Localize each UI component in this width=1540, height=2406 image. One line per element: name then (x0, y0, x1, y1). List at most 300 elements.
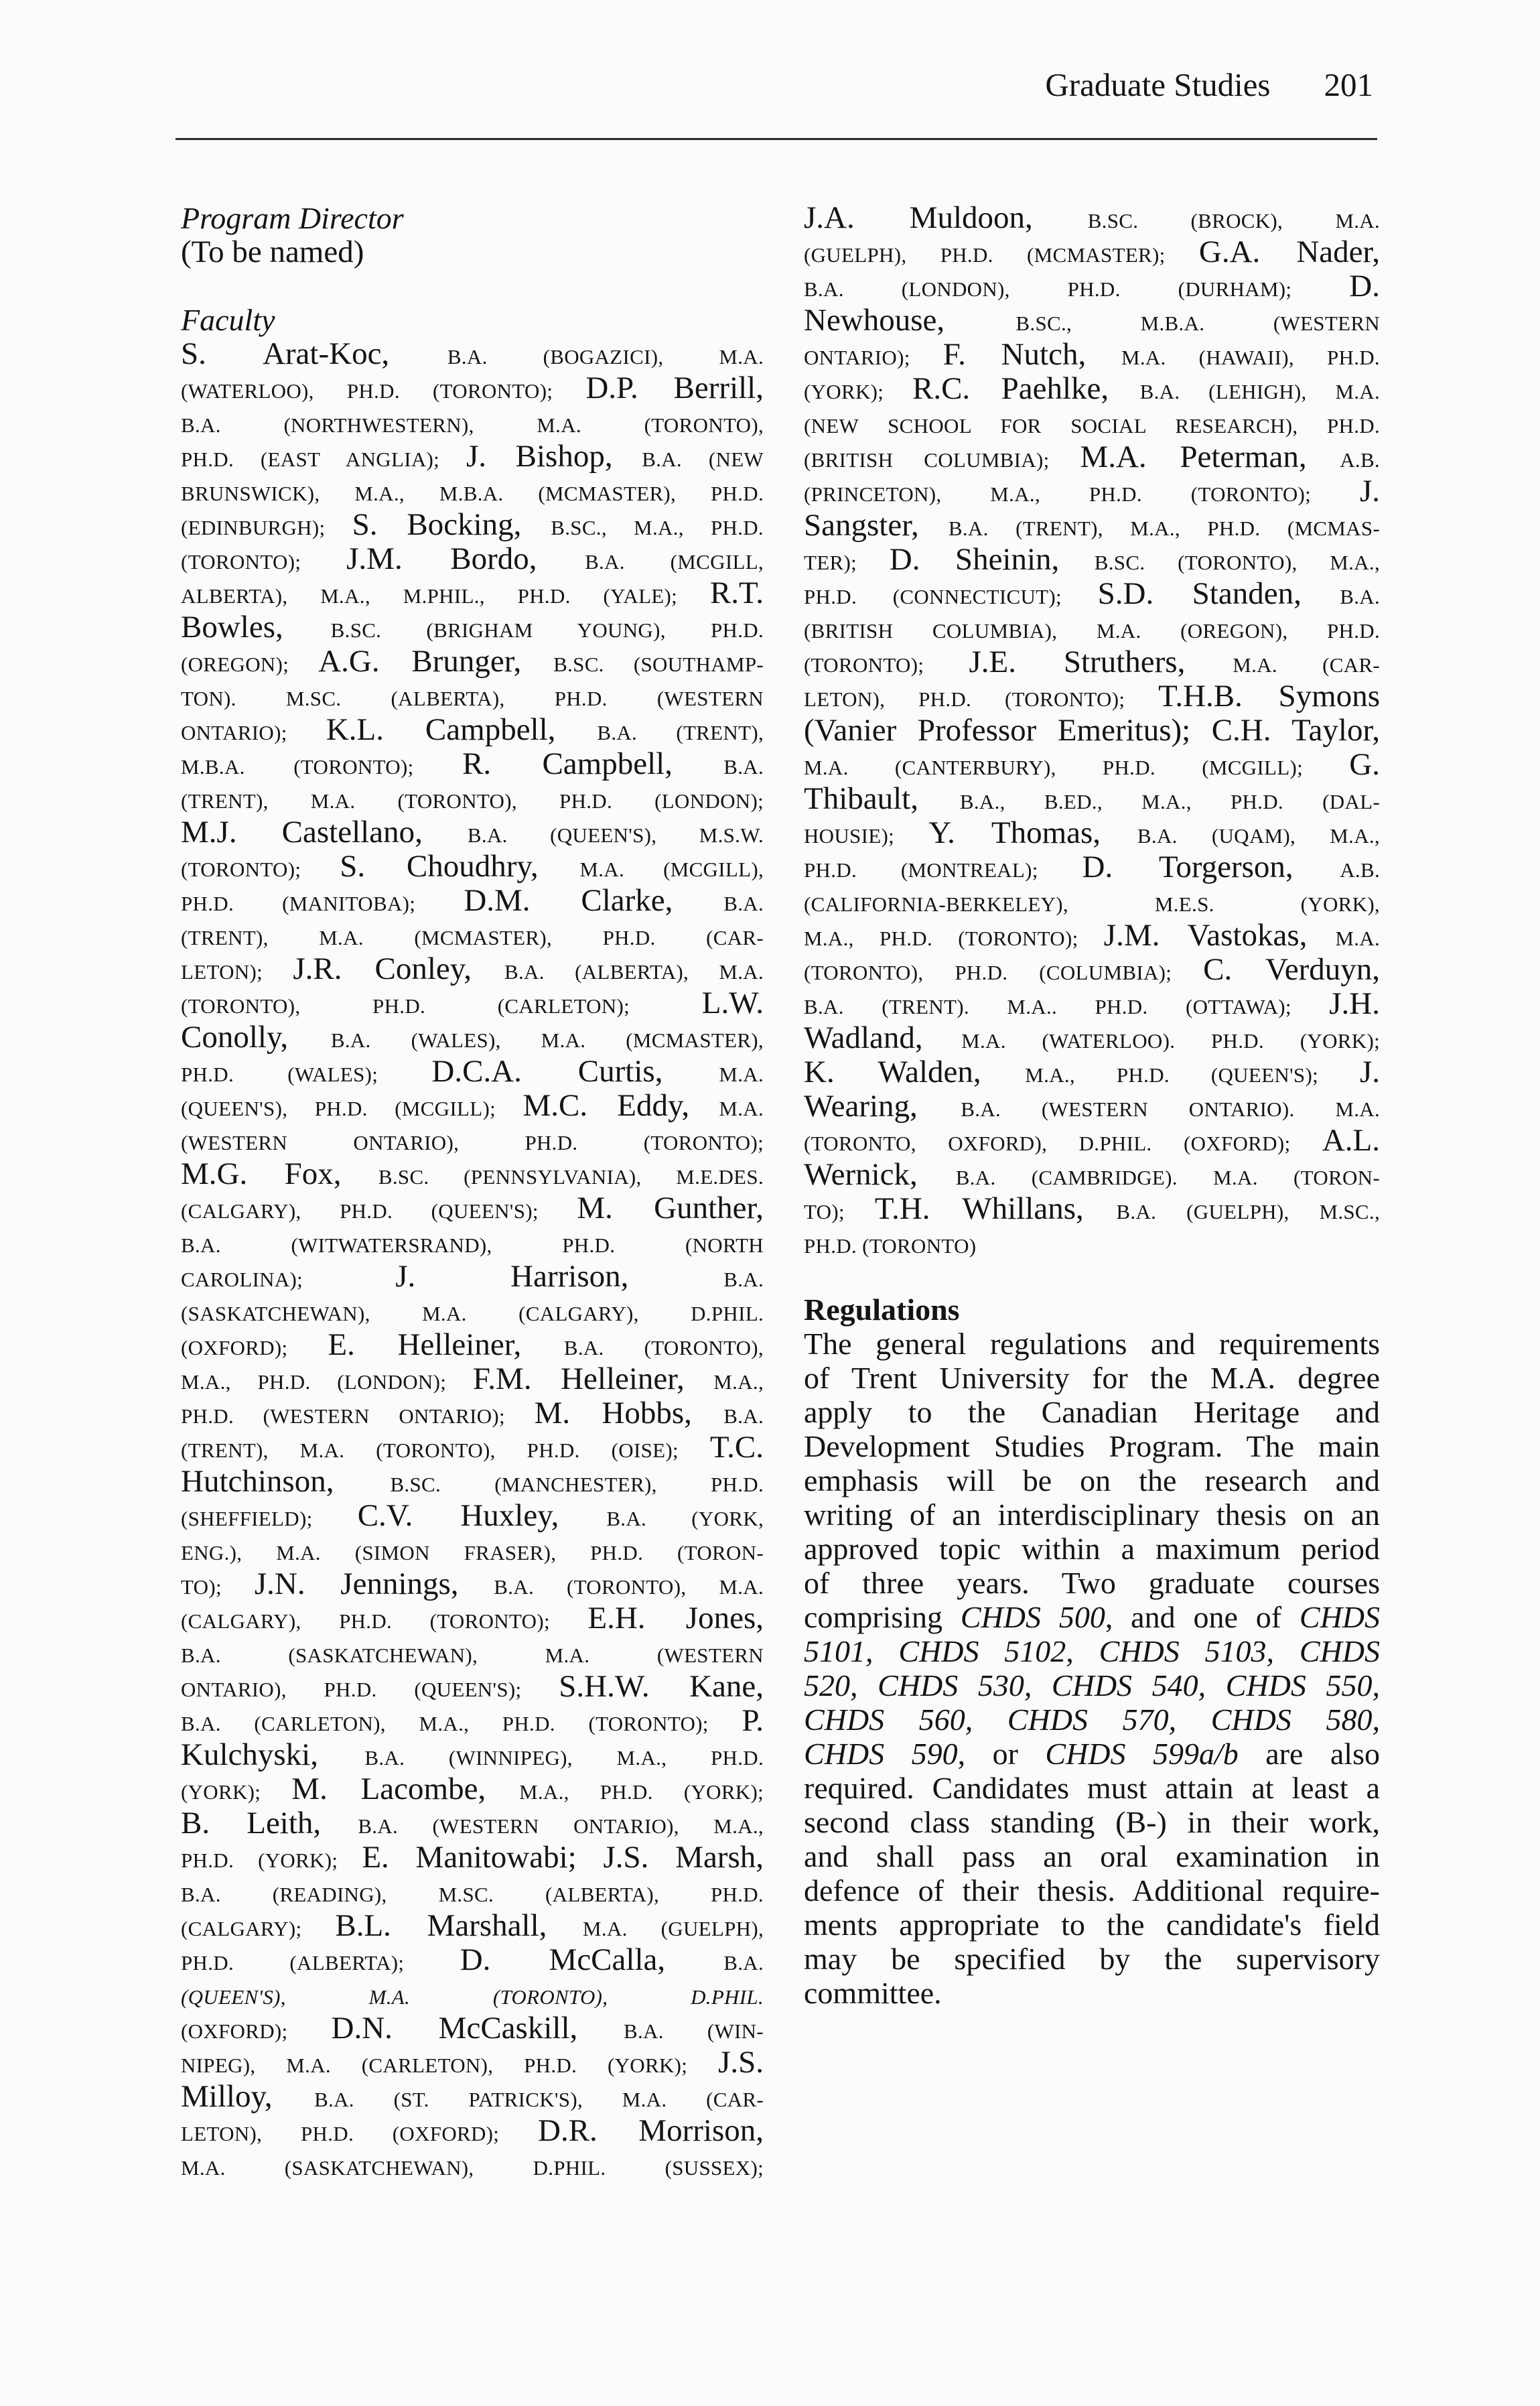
text-line (181, 1533, 764, 1567)
text-line (804, 611, 1380, 645)
text-line (804, 406, 1380, 440)
credential-text: (TORONTO); (804, 653, 969, 677)
text-line (804, 1600, 1380, 1634)
name-text: M. Lacombe, (291, 1772, 519, 1806)
text-line (181, 1943, 764, 1977)
text-line (181, 2080, 764, 2114)
text-line (181, 1225, 764, 1260)
credential-text: M.A. (GUELPH), (583, 1917, 764, 1940)
text-line (804, 1055, 1380, 1089)
credential-text: ALBERTA), M.A., M.PHIL., PH.D. (YALE); (181, 584, 710, 608)
text-line (804, 543, 1380, 577)
credential-text: B.A., B.ED., M.A., PH.D. (DAL- (959, 790, 1380, 813)
name-text: B. Leith, (181, 1806, 358, 1841)
name-text: M. Gunther, (577, 1191, 764, 1225)
text-line (181, 1328, 764, 1362)
text-line (804, 953, 1380, 987)
name-text: ments appropriate to the candidate's field (804, 1908, 1380, 1942)
text-line (804, 1566, 1380, 1600)
credential-text: (OXFORD); (181, 1336, 328, 1359)
text-line (181, 1191, 764, 1225)
text-line (181, 1841, 764, 1875)
text-line (804, 1771, 1380, 1805)
credential-text: HOUSIE); (804, 824, 929, 848)
text-line (181, 440, 764, 474)
credential-text: M.A., PH.D. (TORONTO); (804, 927, 1104, 950)
text-line (804, 577, 1380, 611)
name-text: Bowles, (181, 610, 331, 645)
name-text: D. McCalla, (460, 1942, 724, 1977)
name-text: approved topic within a maximum period (804, 1532, 1380, 1566)
page-number: 201 (1324, 66, 1373, 103)
name-text: Y. Thomas, (928, 815, 1137, 850)
text-line (804, 1976, 1380, 2010)
credential-text: LETON), PH.D. (OXFORD); (181, 2122, 539, 2145)
name-text: D.R. Morrison, (538, 2113, 764, 2148)
section-title: Graduate Studies (1045, 66, 1271, 103)
name-text: and shall pass an oral examination in (804, 1839, 1380, 1873)
text-line (804, 304, 1380, 338)
text-line (181, 1055, 764, 1089)
credential-text: B.A. (723, 1951, 764, 1975)
name-text: M.A. Peterman, (1080, 440, 1340, 474)
text-line (804, 850, 1380, 884)
name-text: K.L. Campbell, (326, 712, 598, 747)
text-line (181, 2046, 764, 2080)
name-text: E.H. Jones, (587, 1601, 764, 1635)
text-line (804, 1497, 1380, 1532)
name-text: S.H.W. Kane, (559, 1669, 764, 1704)
text-line (181, 405, 764, 440)
text-line (804, 645, 1380, 679)
name-text: S. Arat-Koc, (181, 336, 447, 371)
text-line (804, 1702, 1380, 1737)
credential-text: B.A. (SASKATCHEWAN), M.A. (WESTERN (181, 1644, 764, 1667)
credential-text: B.A. (WITWATERSRAND), PH.D. (NORTH (181, 1233, 764, 1257)
text-line (181, 1089, 764, 1123)
text-line (181, 1362, 764, 1396)
text-line (804, 269, 1380, 304)
text-line (804, 1192, 1380, 1226)
text-line (181, 2148, 764, 2182)
text-line (181, 1635, 764, 1670)
text-line (181, 2011, 764, 2046)
credential-text: M.A. (HAWAII), PH.D. (1121, 346, 1380, 369)
text-line (181, 1738, 764, 1772)
name-text: may be specified by the supervisory (804, 1942, 1380, 1976)
credential-text: B.A. (WESTERN ONTARIO). M.A. (961, 1097, 1381, 1121)
header-rule (176, 138, 1377, 140)
text-line (181, 986, 764, 1020)
credential-text: B.SC. (SOUTHAMP- (553, 653, 764, 676)
credential-text: NIPEG), M.A. (CARLETON), PH.D. (YORK); (181, 2054, 719, 2077)
credential-text: LETON), PH.D. (TORONTO); (804, 687, 1159, 711)
credential-text: B.A. (TRENT), (597, 721, 764, 744)
text-line (181, 2114, 764, 2148)
credential-text: (CALIFORNIA-BERKELEY), M.E.S. (YORK), (804, 892, 1380, 916)
credential-text: (CALGARY); (181, 1917, 336, 1940)
credential-text: M.A. (719, 1063, 764, 1086)
name-text: D. Torgerson, (1082, 850, 1340, 884)
name-text: A.G. Brunger, (318, 644, 554, 679)
text-line (181, 1020, 764, 1055)
credential-text: B.A. (723, 892, 764, 915)
credential-text: M.A. (MCGILL), (579, 858, 764, 881)
credential-text: M.A., PH.D. (LONDON); (181, 1370, 473, 1394)
credential-text: (NEW SCHOOL FOR SOCIAL RESEARCH), PH.D. (804, 414, 1380, 438)
credential-text: (TRENT), M.A. (TORONTO), PH.D. (OISE); (181, 1439, 710, 1462)
credential-text: B.A. (ST. PATRICK'S), M.A. (CAR- (314, 2088, 764, 2111)
name-text: E. Helleiner, (328, 1327, 564, 1362)
credential-text: (TRENT), M.A. (MCMASTER), PH.D. (CAR- (181, 926, 764, 949)
course-code-text: 5101, CHDS 5102, CHDS 5103, CHDS (804, 1634, 1380, 1668)
text-line (804, 1226, 1380, 1260)
text-line (181, 1772, 764, 1806)
text-line (181, 1875, 764, 1909)
text-line (181, 781, 764, 815)
credential-text: (TORONTO), PH.D. (COLUMBIA); (804, 961, 1204, 984)
credential-text: B.A. (LEHIGH), M.A. (1139, 380, 1381, 403)
credential-text: B.A. (READING), M.SC. (ALBERTA), PH.D. (181, 1883, 764, 1906)
name-text: B.L. Marshall, (335, 1908, 583, 1943)
course-code-text: 520, CHDS 530, CHDS 540, CHDS 550, (804, 1668, 1380, 1702)
name-text: J.S. (718, 2045, 764, 2080)
credential-text: M.A., PH.D. (QUEEN'S); (1025, 1063, 1360, 1087)
text-line (804, 1429, 1380, 1463)
program-director-value: (To be named) (181, 235, 364, 269)
credential-text: M.A. (CANTERBURY), PH.D. (MCGILL); (804, 756, 1350, 779)
text-line (181, 1806, 764, 1841)
name-text: are also (1238, 1737, 1380, 1771)
credential-text: B.A. (1340, 585, 1380, 608)
text-line (804, 714, 1380, 748)
credential-text: B.SC., M.A., PH.D. (551, 516, 764, 539)
course-code-text: CHDS 560, CHDS 570, CHDS 580, (804, 1702, 1380, 1737)
text-line (181, 713, 764, 747)
text-line (804, 1942, 1380, 1976)
text-line (804, 987, 1380, 1021)
text-line (181, 1601, 764, 1635)
text-line (804, 782, 1380, 816)
credential-text: M.A., (713, 1370, 764, 1394)
credential-text: M.A. (WATERLOO). PH.D. (YORK); (961, 1029, 1380, 1053)
text-line (181, 1670, 764, 1704)
name-text: C. Verduyn, (1203, 952, 1380, 987)
spacer (804, 1260, 1380, 1292)
text-line (181, 1396, 764, 1430)
credential-text: TO); (181, 1575, 255, 1599)
credential-text: (SHEFFIELD); (181, 1507, 358, 1530)
name-text: P. (742, 1703, 764, 1738)
program-director-label: Program Director (181, 201, 404, 235)
credential-text: M.A. (SASKATCHEWAN), D.PHIL. (SUSSEX); (181, 2156, 764, 2180)
text-line (804, 1839, 1380, 1873)
name-text: Wearing, (804, 1089, 961, 1124)
name-text: F.M. Helleiner, (472, 1361, 714, 1396)
text-line (804, 884, 1380, 919)
credential-text: M.A. (1335, 927, 1380, 950)
name-text: J.M. Bordo, (346, 541, 585, 576)
name-text: R. Campbell, (462, 746, 724, 781)
text-line (181, 1157, 764, 1191)
credential-text: B.A. (ALBERTA), M.A. (504, 960, 764, 984)
text-line (181, 542, 764, 576)
text-line (804, 1158, 1380, 1192)
name-text: T.H. Whillans, (874, 1191, 1117, 1226)
name-text: apply to the Canadian Heritage and (804, 1395, 1380, 1429)
name-text: M.J. Castellano, (181, 815, 468, 850)
name-text: emphasis will be on the research and (804, 1463, 1380, 1497)
credential-text: TON). M.SC. (ALBERTA), PH.D. (WESTERN (181, 687, 764, 710)
credential-text: A.B. (1340, 858, 1380, 882)
name-text: A.L. (1322, 1123, 1380, 1158)
text-line (804, 1463, 1380, 1497)
text-line (804, 1021, 1380, 1055)
credential-text: B.A. (NORTHWESTERN), M.A. (TORONTO), (181, 413, 764, 437)
text-line (804, 440, 1380, 474)
text-line (804, 235, 1380, 269)
text-line (181, 1260, 764, 1294)
text-line (804, 201, 1380, 235)
text-line (804, 919, 1380, 953)
credential-text: B.A. (WINNIPEG), M.A., PH.D. (364, 1746, 764, 1769)
text-line (181, 508, 764, 542)
text-line (804, 1668, 1380, 1702)
name-text: Wadland, (804, 1020, 962, 1055)
credential-text: (SASKATCHEWAN), M.A. (CALGARY), D.PHIL. (181, 1302, 764, 1325)
course-code-text: CHDS 500 (960, 1600, 1105, 1634)
text-line (181, 1123, 764, 1157)
name-text: S. Bocking, (352, 507, 551, 542)
name-text: F. Nutch, (942, 337, 1121, 372)
credential-text: B.A. (723, 1404, 764, 1428)
name-text: Newhouse, (804, 303, 1016, 338)
credential-text: (CALGARY), PH.D. (TORONTO); (181, 1609, 588, 1633)
credential-text: (PRINCETON), M.A., PH.D. (TORONTO); (804, 482, 1360, 506)
name-text: S. Choudhry, (340, 849, 580, 884)
name-text: M.C. Eddy, (522, 1088, 719, 1123)
name-text: , and one of (1105, 1600, 1300, 1634)
credential-text: PH.D. (EAST ANGLIA); (181, 448, 466, 471)
credential-text: (TRENT), M.A. (TORONTO), PH.D. (LONDON); (181, 789, 764, 813)
text-line (181, 679, 764, 713)
name-text: of three years. Two graduate courses (804, 1566, 1380, 1600)
credential-text: (YORK); (181, 1780, 292, 1804)
credential-text: (QUEEN'S), PH.D. (MCGILL); (181, 1097, 523, 1120)
credential-text: ONTARIO), PH.D. (QUEEN'S); (181, 1678, 559, 1701)
credential-text: (OXFORD); (181, 2019, 332, 2043)
credential-text: (QUEEN'S), M.A. (TORONTO), D.PHIL. (181, 1985, 764, 2009)
credential-text: B.SC. (BRIGHAM YOUNG), PH.D. (330, 618, 764, 642)
name-text: E. Manitowabi; J.S. Marsh, (362, 1840, 764, 1875)
credential-text: B.A. (TRENT). M.A.. PH.D. (OTTAWA); (804, 995, 1330, 1018)
text-line (181, 337, 764, 371)
name-text: D. Sheinin, (889, 542, 1095, 577)
text-line (804, 1634, 1380, 1668)
text-line (804, 509, 1380, 543)
credential-text: PH.D. (MONTREAL); (804, 858, 1082, 882)
text-line (181, 1430, 764, 1465)
text-line (804, 1532, 1380, 1566)
text-line (181, 610, 764, 645)
name-text: G. (1349, 747, 1380, 782)
credential-text: TER); (804, 551, 890, 574)
text-line (181, 1499, 764, 1533)
credential-text: PH.D. (CONNECTICUT); (804, 585, 1098, 608)
name-text: of Trent University for the M.A. degree (804, 1361, 1380, 1395)
name-text: Development Studies Program. The main (804, 1429, 1380, 1463)
text-line (804, 1089, 1380, 1124)
name-text: R.T. (709, 576, 764, 610)
credential-text: B.A. (TORONTO), (563, 1336, 764, 1359)
credential-text: B.SC. (PENNSYLVANIA), M.E.DES. (378, 1165, 764, 1189)
text-line (804, 1124, 1380, 1158)
credential-text: ENG.), M.A. (SIMON FRASER), PH.D. (TORON- (181, 1541, 764, 1564)
text-line (181, 747, 764, 781)
name-text: J. (1359, 1055, 1380, 1089)
name-text: M.G. Fox, (181, 1156, 378, 1191)
credential-text: B.A. (GUELPH), M.SC., (1116, 1200, 1380, 1223)
name-text: D.M. Clarke, (464, 883, 724, 918)
course-code-text: CHDS 590 (804, 1737, 958, 1771)
spacer (181, 269, 764, 303)
credential-text: M.A. (CAR- (1233, 653, 1380, 677)
credential-text: (EDINBURGH); (181, 516, 352, 539)
text-line (181, 815, 764, 850)
name-text: The general regulations and requirements (804, 1327, 1380, 1361)
text-line (181, 474, 764, 508)
text-line (804, 1361, 1380, 1395)
text-line (804, 1327, 1380, 1361)
credential-text: ONTARIO); (804, 346, 943, 369)
credential-text: (CALGARY), PH.D. (QUEEN'S); (181, 1199, 577, 1223)
running-header (978, 66, 1373, 113)
credential-text: M.B.A. (TORONTO); (181, 755, 463, 779)
faculty-list-right (804, 201, 1380, 1260)
credential-text: B.A. (723, 755, 764, 779)
credential-text: ONTARIO); (181, 721, 326, 744)
left-column (181, 201, 764, 2182)
credential-text: BRUNSWICK), M.A., M.B.A. (MCMASTER), PH.D. (181, 482, 764, 505)
text-line (804, 1908, 1380, 1942)
name-text: D.C.A. Curtis, (431, 1054, 719, 1089)
text-line (181, 1909, 764, 1943)
name-text: J. (1359, 474, 1380, 509)
credential-text: B.A. (WIN- (624, 2019, 764, 2043)
course-code-text: CHDS (1299, 1600, 1381, 1634)
credential-text: B.A. (BOGAZICI), M.A. (447, 345, 764, 369)
credential-text: B.A. (WALES), M.A. (MCMASTER), (330, 1028, 764, 1052)
credential-text: (GUELPH), PH.D. (MCMASTER); (804, 243, 1199, 267)
name-text: R.C. Paehlke, (912, 371, 1140, 406)
credential-text: B.SC. (MANCHESTER), PH.D. (390, 1473, 764, 1496)
name-text: (Vanier Professor Emeritus); C.H. Taylor, (804, 713, 1380, 748)
credential-text: TO); (804, 1200, 875, 1223)
text-line (804, 679, 1380, 714)
name-text: J.R. Conley, (293, 951, 504, 986)
text-line (804, 338, 1380, 372)
name-text: committee. (804, 1976, 942, 2010)
regulations-body (804, 1327, 1380, 2010)
credential-text: (WATERLOO), PH.D. (TORONTO); (181, 379, 586, 403)
name-text: J. Bishop, (466, 439, 642, 474)
credential-text: (TORONTO); (181, 550, 347, 574)
credential-text: B.A. (723, 1268, 764, 1291)
name-text: , or (957, 1737, 1046, 1771)
regulations-heading: Regulations (804, 1292, 960, 1327)
credential-text: CAROLINA); (181, 1268, 396, 1291)
credential-text: (OREGON); (181, 653, 319, 676)
credential-text: PH.D. (MANITOBA); (181, 892, 464, 915)
credential-text: B.A. (LONDON), PH.D. (DURHAM); (804, 277, 1350, 301)
credential-text: PH.D. (TORONTO) (804, 1234, 977, 1258)
text-line (804, 1805, 1380, 1839)
text-line (181, 576, 764, 610)
credential-text: M.A. (719, 1097, 764, 1120)
credential-text: PH.D. (WALES); (181, 1063, 432, 1086)
credential-text: (WESTERN ONTARIO), PH.D. (TORONTO); (181, 1131, 764, 1154)
text-line (804, 474, 1380, 509)
credential-text: B.A. (UQAM), M.A., (1137, 824, 1380, 848)
name-text: J.M. Vastokas, (1103, 918, 1336, 953)
text-line (804, 748, 1380, 782)
credential-text: B.A. (CARLETON), M.A., PH.D. (TORONTO); (181, 1712, 742, 1735)
name-text: J. Harrison, (395, 1259, 724, 1294)
text-line (804, 372, 1380, 406)
name-text: D. (1349, 269, 1380, 304)
name-text: writing of an interdisciplinary thesis on an (804, 1497, 1380, 1532)
credential-text: B.A. (WESTERN ONTARIO), M.A., (358, 1814, 764, 1838)
text-line (181, 645, 764, 679)
credential-text: (YORK); (804, 380, 912, 403)
name-text: required. Candidates must attain at least a (804, 1771, 1380, 1805)
credential-text: B.SC. (BROCK), M.A. (1087, 209, 1380, 232)
credential-text: B.A. (YORK, (606, 1507, 764, 1530)
credential-text: (BRITISH COLUMBIA); (804, 448, 1080, 472)
credential-text: B.A. (TRENT), M.A., PH.D. (MCMAS- (948, 517, 1381, 540)
name-text: T.H.B. Symons (1158, 679, 1380, 714)
text-line (804, 1737, 1380, 1771)
text-line (181, 952, 764, 986)
credential-text: PH.D. (WESTERN ONTARIO); (181, 1404, 535, 1428)
name-text: S.D. Standen, (1097, 576, 1340, 611)
credential-text: LETON); (181, 960, 293, 984)
text-line (181, 850, 764, 884)
name-text: defence of their thesis. Additional require- (804, 1873, 1380, 1908)
name-text: J.H. (1329, 986, 1380, 1021)
name-text: D.P. Berrill, (585, 371, 764, 405)
text-line (181, 1704, 764, 1738)
text-line (181, 371, 764, 405)
text-line (181, 1977, 764, 2011)
name-text: Wernick, (804, 1157, 956, 1192)
name-text: J.E. Struthers, (969, 645, 1233, 679)
credential-text: B.A. (TORONTO), M.A. (494, 1575, 764, 1599)
text-line (181, 918, 764, 952)
credential-text: B.SC. (TORONTO), M.A., (1094, 551, 1380, 574)
name-text: C.V. Huxley, (357, 1498, 607, 1533)
text-line (181, 1294, 764, 1328)
right-column (804, 201, 1380, 2010)
credential-text: PH.D. (ALBERTA); (181, 1951, 460, 1975)
credential-text: (BRITISH COLUMBIA), M.A. (OREGON), PH.D. (804, 619, 1380, 643)
name-text: Thibault, (804, 781, 960, 816)
text-line (181, 1465, 764, 1499)
credential-text: (TORONTO), PH.D. (CARLETON); (181, 994, 702, 1018)
name-text: Kulchyski, (181, 1737, 365, 1772)
credential-text: B.SC., M.B.A. (WESTERN (1016, 312, 1380, 335)
credential-text: PH.D. (YORK); (181, 1849, 362, 1872)
